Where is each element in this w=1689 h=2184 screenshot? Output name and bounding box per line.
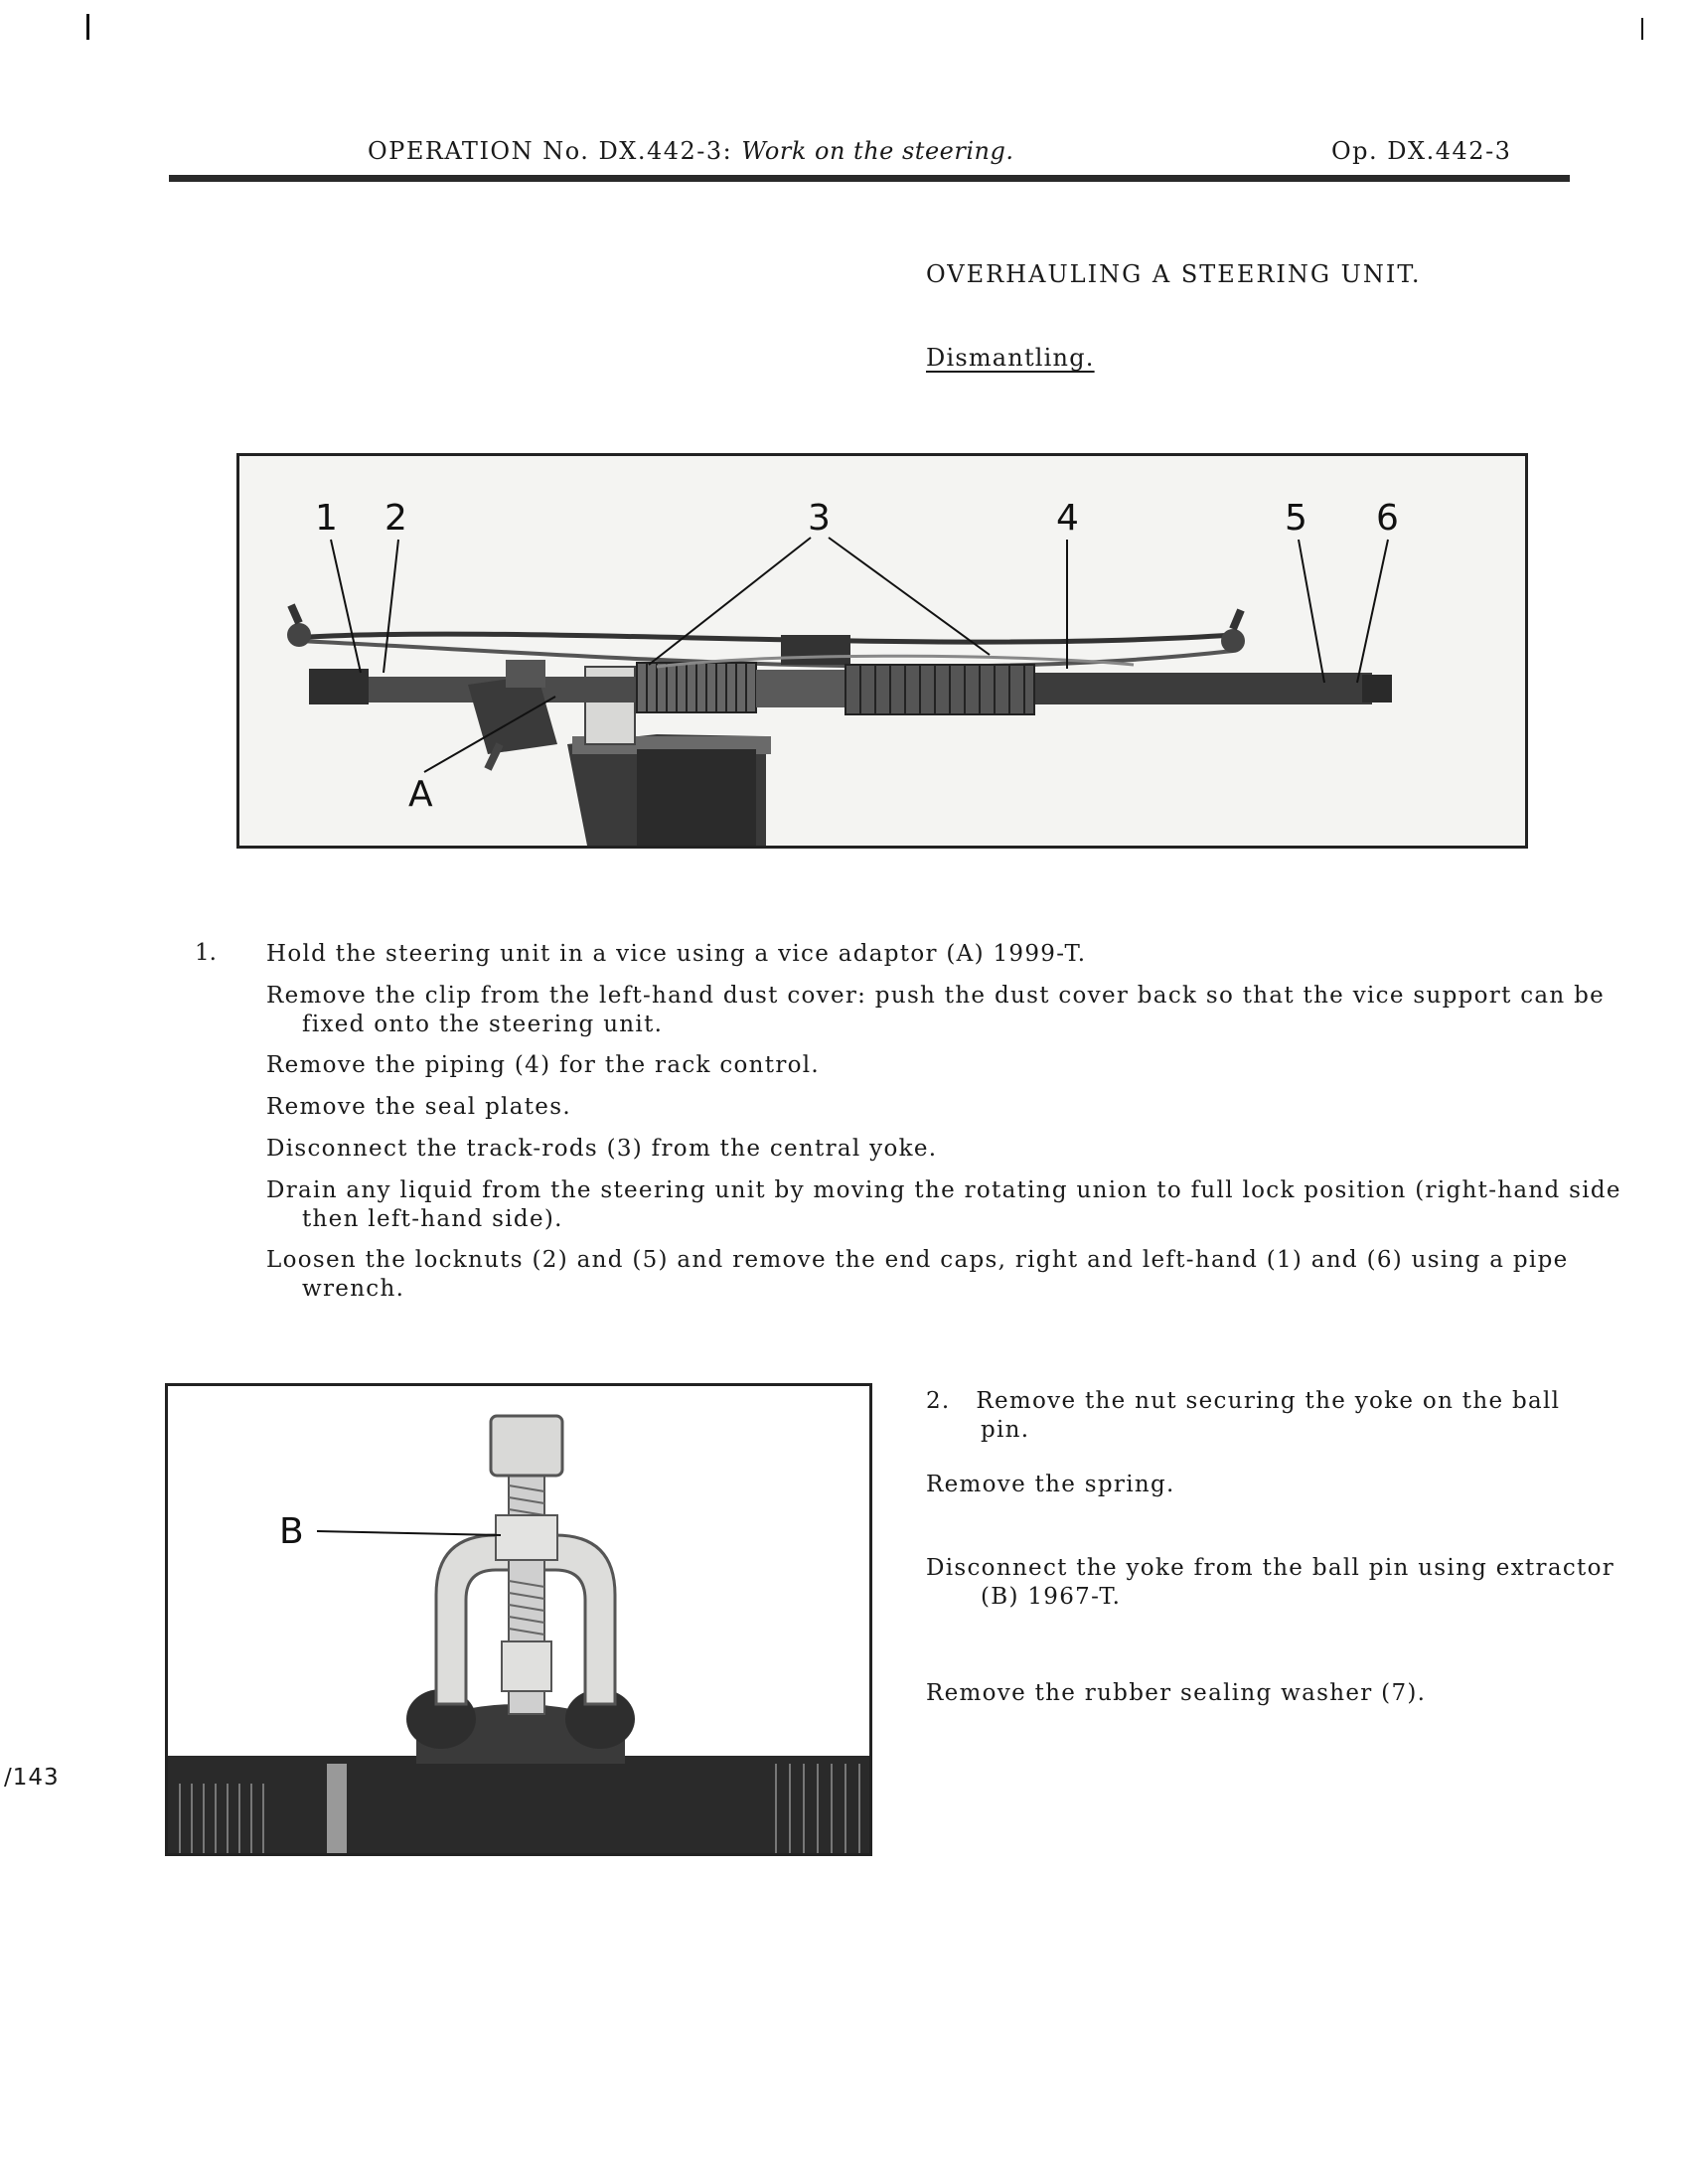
paragraph-continuation: pin. [981,1417,1030,1443]
callout-3: 3 [808,498,831,539]
callout-b: B [279,1511,304,1552]
figure-steering-unit [236,453,1528,849]
page-identifier: /143 [4,1765,60,1791]
step-1-paragraph-4 [266,1093,571,1122]
paragraph-continuation: wrench. [302,1276,405,1302]
operation-number: OPERATION No. DX.442-3: [368,137,733,165]
step-2-paragraph-3 [926,1554,1614,1612]
paragraph-line: Hold the steering unit in a vice using a vice adaptor (A) 1999-T. [266,941,1087,967]
step-1-paragraph-5 [266,1135,937,1164]
step-1-paragraph-3 [266,1051,820,1080]
callout-a: A [408,774,433,815]
operation-reference: Op. DX.442-3 [1331,137,1512,165]
step-2-paragraph-1 [926,1387,1560,1445]
steering-unit-photo [239,456,1525,846]
step-1-paragraph-2 [266,982,1605,1039]
paragraph-line: Remove the piping (4) for the rack control. [266,1052,821,1078]
margin-mark-left [86,14,89,40]
section-subtitle: Dismantling. [926,344,1095,372]
step-2-paragraph-4 [926,1679,1426,1708]
operation-subject: Work on the steering. [741,137,1014,165]
paragraph-line: Disconnect the yoke from the ball pin using extractor [926,1555,1615,1581]
extractor-photo [168,1386,869,1853]
operation-title [368,137,1013,165]
step-2-paragraph-2 [926,1471,1175,1499]
paragraph-line: Drain any liquid from the steering unit by moving the rotating union to full lock position (right-hand side [266,1177,1621,1203]
callout-6: 6 [1376,498,1399,539]
paragraph-line: Remove the spring. [926,1472,1175,1497]
step-1-paragraph-7 [266,1246,1569,1304]
header-rule [169,175,1570,182]
callout-2: 2 [384,498,407,539]
paragraph-continuation: fixed onto the steering unit. [302,1012,664,1037]
paragraph-line: 2. Remove the nut securing the yoke on the ball [926,1388,1561,1414]
callout-5: 5 [1285,498,1307,539]
paragraph-continuation: then left-hand side). [302,1206,563,1232]
step-1-number: 1. [195,940,217,966]
step-1-paragraph-6 [266,1176,1621,1234]
paragraph-line: Loosen the locknuts (2) and (5) and remove the end caps, right and left-hand (1) and (6) using a pipe [266,1247,1569,1273]
paragraph-line: Remove the clip from the left-hand dust cover: push the dust cover back so that the vice support can be [266,983,1606,1009]
paragraph-line: Disconnect the track-rods (3) from the central yoke. [266,1136,938,1162]
paragraph-line: Remove the seal plates. [266,1094,571,1120]
paragraph-line: Remove the rubber sealing washer (7). [926,1680,1427,1706]
callout-1: 1 [315,498,338,539]
figure-extractor [165,1383,872,1856]
margin-mark-right [1641,18,1643,40]
section-title: OVERHAULING A STEERING UNIT. [926,260,1422,288]
callout-4: 4 [1056,498,1079,539]
paragraph-continuation: (B) 1967-T. [981,1584,1122,1610]
step-1-paragraph-1 [266,940,1086,969]
